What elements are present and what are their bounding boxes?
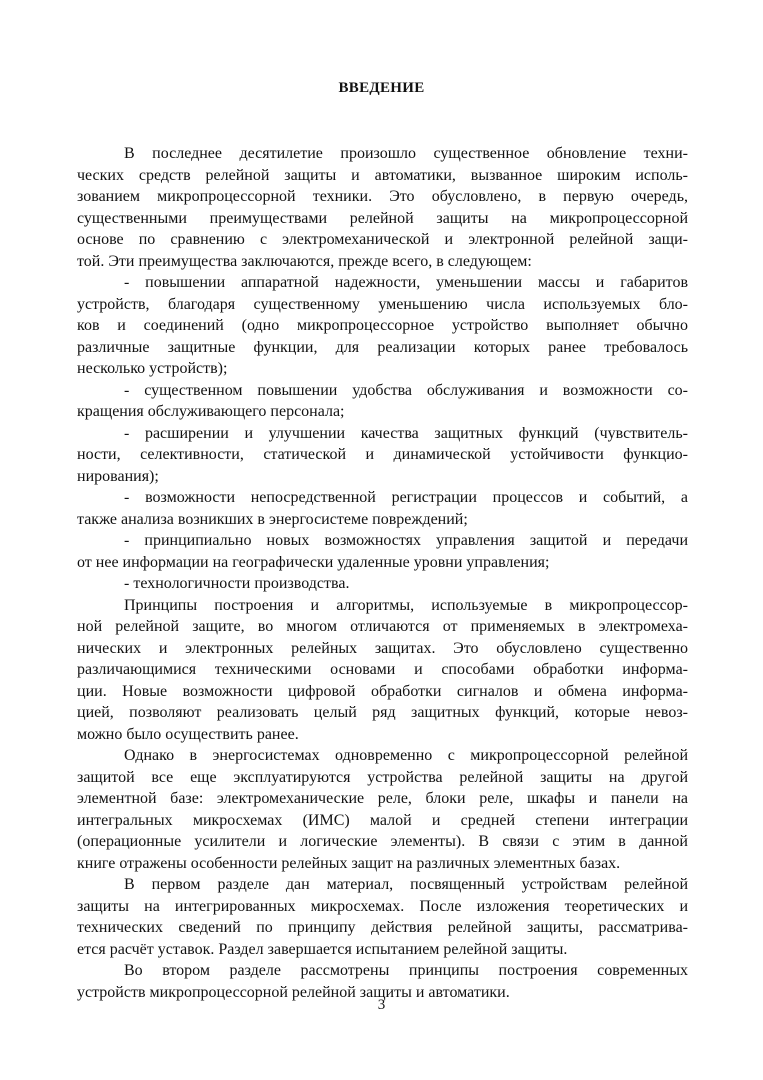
paragraph — [77, 573, 688, 595]
text-line: ческих средств релейной защиты и автоматики, вызванное широким исполь- — [77, 166, 688, 184]
paragraph — [77, 380, 688, 423]
text-line: кращения обслуживающего персонала; — [77, 403, 345, 420]
text-line: ется расчёт уставок. Раздел завершается испытанием релейной защиты. — [77, 940, 568, 958]
text-line: нирования); — [77, 467, 159, 485]
text-line: той. Эти преимущества заключаются, прежде всего, в следующем: — [77, 252, 532, 270]
text-line: можно было осуществить ранее. — [77, 725, 299, 743]
text-line: защиты на интегрированных микросхемах. После изложения теоретических и — [77, 897, 688, 915]
text-line: существенными преимуществами релейной защиты на микропроцессорной — [77, 209, 688, 227]
text-line: ной релейной защите, во многом отличаются от применяемых в электромеха- — [77, 618, 688, 635]
text-line: элементной базе: электромеханические реле, блоки реле, шкафы и панели на — [77, 790, 688, 807]
text-line: от нее информации на географически удаленные уровни управления; — [77, 553, 550, 571]
text-line: ков и соединений (одно микропроцессорное устройство выполняет обычно — [77, 317, 688, 334]
text-line: устройств микропроцессорной релейной защиты и автоматики. — [77, 983, 510, 1001]
text-line: различающимися техническими основами и способами обработки информа- — [77, 661, 688, 678]
text-line: В первом разделе дан материал, посвященный устройствам релейной — [124, 876, 688, 893]
text-line: зованием микропроцессорной техники. Это обусловлено, в первую очередь, — [77, 188, 688, 205]
text-line: - принципиально новых возможностях управления защитой и передачи — [124, 532, 688, 549]
paragraph — [77, 530, 688, 573]
text-line: книге отражены особенности релейных защит на различных элементных базах. — [77, 854, 621, 872]
text-line: В последнее десятилетие произошло существенное обновление техни- — [124, 145, 688, 162]
paragraph — [77, 143, 688, 272]
paragraph — [77, 487, 688, 530]
text-line: - расширении и улучшении качества защитных функций (чувствитель- — [124, 424, 688, 442]
text-line: Принципы построения и алгоритмы, используемые в микропроцессор- — [124, 596, 688, 614]
paragraph — [77, 745, 688, 874]
text-line: ции. Новые возможности цифровой обработки сигналов и обмена информа- — [77, 682, 688, 700]
text-line: основе по сравнению с электромеханической и электронной релейной защи- — [77, 231, 688, 248]
text-line: нических и электронных релейных защитах. Это обусловлено существенно — [77, 639, 688, 657]
paragraph — [77, 272, 688, 380]
paragraph — [77, 595, 688, 746]
text-line: - возможности непосредственной регистрации процессов и событий, а — [124, 489, 688, 506]
text-line: защитой все еще эксплуатируются устройства релейной защиты на другой — [77, 768, 688, 786]
text-line: Во втором разделе рассмотрены принципы построения современных — [124, 962, 688, 979]
text-line: - повышении аппаратной надежности, уменьшении массы и габаритов — [124, 274, 688, 291]
paragraph — [77, 423, 688, 488]
page-title: ВВЕДЕНИЕ — [338, 80, 425, 96]
text-line: - существенном повышении удобства обслуживания и возможности со- — [124, 381, 688, 399]
text-line: несколько устройств); — [77, 360, 228, 377]
body-text — [77, 143, 688, 1003]
text-line: интегральных микросхемах (ИМС) малой и средней степени интеграции — [77, 811, 688, 829]
text-line: ности, селективности, статической и динамической устойчивости функцио- — [77, 446, 688, 463]
page-number: 3 — [377, 997, 386, 1013]
text-line: устройств, благодаря существенному уменьшению числа используемых бло- — [77, 295, 688, 313]
text-line: - технологичности производства. — [124, 575, 350, 592]
text-line: Однако в энергосистемах одновременно с микропроцессорной релейной — [124, 747, 688, 764]
text-line: различные защитные функции, для реализации которых ранее требовалось — [77, 338, 688, 356]
text-line: (операционные усилители и логические элементы). В связи с этим в данной — [77, 833, 688, 850]
paragraph — [77, 874, 688, 960]
text-line: технических сведений по принципу действия релейной защиты, рассматрива- — [77, 919, 688, 936]
text-line: цией, позволяют реализовать целый ряд защитных функций, которые невоз- — [77, 704, 688, 721]
text-line: также анализа возникших в энергосистеме повреждений; — [77, 510, 468, 528]
